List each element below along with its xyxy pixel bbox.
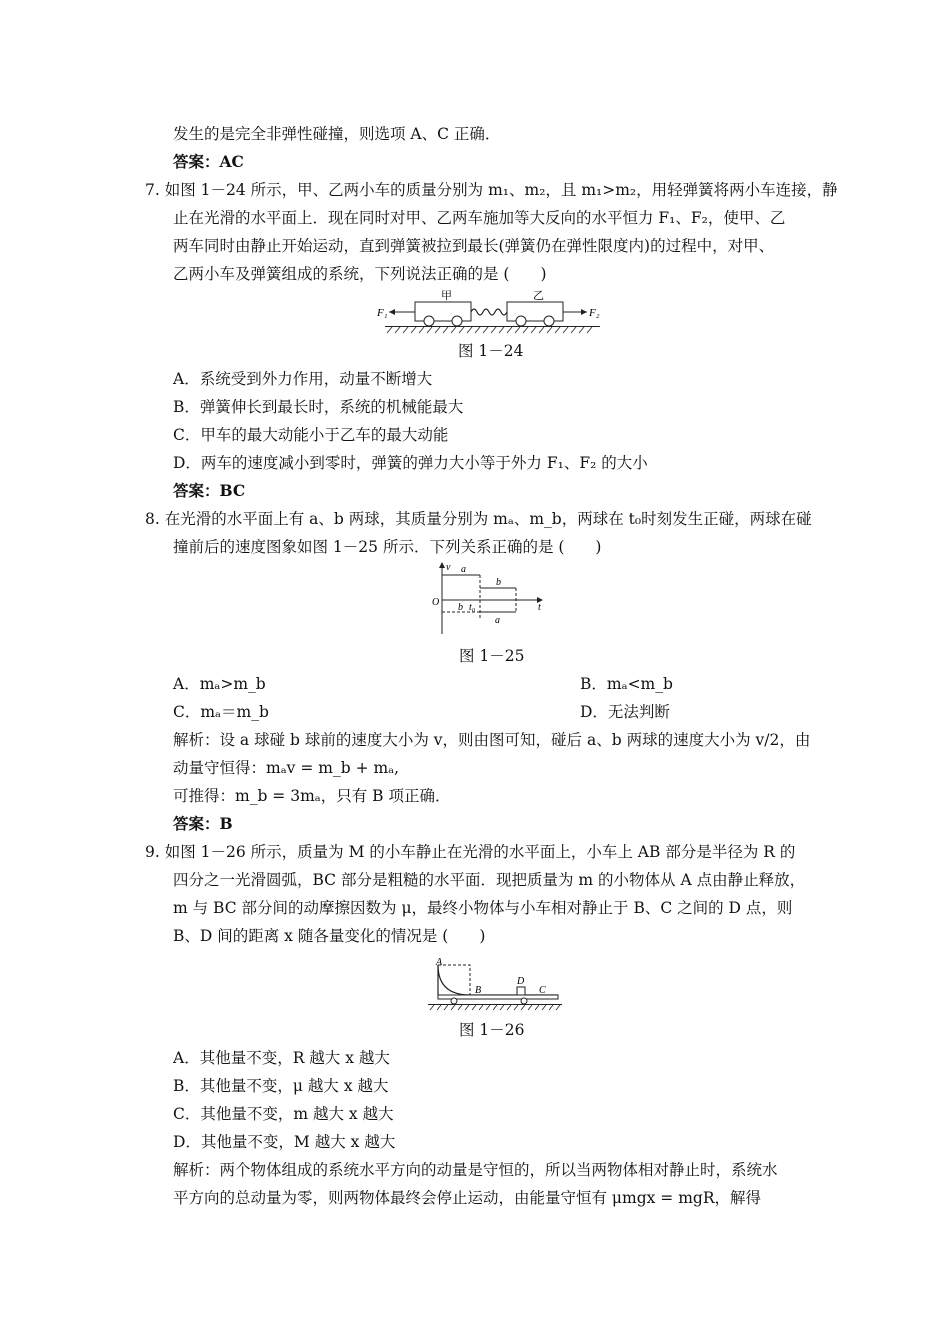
solution-8-line-2: 动量守恒得：mₐv = m_b + mₐ,	[173, 759, 400, 777]
wheel	[452, 316, 462, 326]
wheel	[451, 998, 457, 1004]
solution-8-line-1: 解析：设 a 球碰 b 球前的速度大小为 v，则由图可知，碰后 a、b 两球的速度大小为 v/2，由	[173, 731, 811, 749]
figure-1-24	[375, 288, 605, 336]
answer-8: 答案：B	[173, 814, 233, 833]
figure-1-24-caption: 图 1－24	[458, 342, 524, 360]
small-block	[517, 987, 525, 995]
option-8c: C．mₐ＝m_b	[173, 703, 269, 721]
label-b-top: b	[496, 577, 501, 588]
label-a: A	[436, 957, 443, 968]
label-v: v	[446, 562, 451, 573]
v-axis-arrow	[439, 562, 445, 568]
question-7-line-1: 7. 如图 1－24 所示，甲、乙两小车的质量分别为 m₁、m₂，且 m₁>m₂，用轻弹簧将两小车连接，静	[145, 181, 838, 199]
question-9-line-3: m 与 BC 部分间的动摩擦因数为 μ，最终小物体与小车相对静止于 B、C 之间的 D 点，则	[173, 899, 793, 917]
question-9-line-2: 四分之一光滑圆弧，BC 部分是粗糙的水平面．现把质量为 m 的小物体从 A 点由静止释放，	[173, 871, 806, 889]
question-9-line-1: 9. 如图 1－26 所示，质量为 M 的小车静止在光滑的水平面上，小车上 AB 部分是半径为 R 的	[145, 843, 796, 861]
figure-1-25-caption: 图 1－25	[459, 647, 525, 665]
option-8b: B．mₐ<m_b	[580, 675, 673, 693]
answer-line: 答案：AC	[173, 152, 244, 171]
label-a-top: a	[461, 564, 466, 575]
question-9-line-4: B、D 间的距离 x 随各量变化的情况是 ( )	[173, 927, 486, 945]
text-line: 发生的是完全非弹性碰撞，则选项 A、C 正确．	[173, 125, 501, 143]
option-9b: B．其他量不变，μ 越大 x 越大	[173, 1077, 389, 1095]
figure-1-25	[428, 560, 553, 636]
option-9c: C．其他量不变，m 越大 x 越大	[173, 1105, 394, 1123]
label-b-bottom: b	[458, 602, 463, 613]
label-d: D	[517, 976, 525, 987]
ground-hatch	[430, 1005, 560, 1010]
label-t0: t₀	[469, 602, 476, 613]
solution-9-line-1: 解析：两个物体组成的系统水平方向的动量是守恒的，所以当两物体相对静止时，系统水	[173, 1161, 778, 1179]
option-7c: C．甲车的最大动能小于乙车的最大动能	[173, 426, 449, 444]
figure-1-26	[420, 953, 565, 1011]
arrowhead-f1	[389, 309, 395, 315]
figure-1-26-caption: 图 1－26	[459, 1021, 525, 1039]
question-7-line-4: 乙两小车及弹簧组成的系统，下列说法正确的是 ( )	[173, 265, 547, 283]
answer-7: 答案：BC	[173, 481, 246, 500]
label-f2: F₂	[589, 307, 600, 319]
option-7a: A．系统受到外力作用，动量不断增大	[173, 370, 433, 388]
option-9d: D．其他量不变，M 越大 x 越大	[173, 1133, 396, 1151]
wheel	[424, 316, 434, 326]
cart-jia	[415, 302, 471, 321]
quarter-arc	[438, 965, 470, 995]
solution-8-line-3: 可推得：m_b = 3mₐ，只有 B 项正确．	[173, 787, 451, 805]
question-8-line-1: 8. 在光滑的水平面上有 a、b 两球，其质量分别为 mₐ、m_b，两球在 t₀时刻发生正碰，两球在碰	[145, 510, 812, 528]
cart-yi	[507, 302, 563, 321]
question-7-line-2: 止在光滑的水平面上．现在同时对甲、乙两车施加等大反向的水平恒力 F₁、F₂，使甲、乙	[173, 209, 786, 227]
label-origin: O	[432, 597, 440, 608]
label-jia: 甲	[441, 290, 452, 302]
spring	[471, 309, 507, 315]
label-c: C	[539, 985, 546, 996]
label-a-bottom: a	[495, 615, 500, 626]
label-yi: 乙	[533, 290, 544, 302]
option-8a: A．mₐ>m_b	[173, 675, 266, 693]
label-t: t	[538, 602, 541, 613]
wheel	[521, 998, 527, 1004]
arc-radius-dashed-box	[438, 965, 470, 995]
option-7d: D．两车的速度减小到零时，弹簧的弹力大小等于外力 F₁、F₂ 的大小	[173, 454, 648, 472]
solution-9-line-2: 平方向的总动量为零，则两物体最终会停止运动，由能量守恒有 μmgx = mgR，解得	[173, 1189, 761, 1207]
question-7-line-3: 两车同时由静止开始运动，直到弹簧被拉到最长(弹簧仍在弹性限度内)的过程中，对甲、	[173, 237, 775, 255]
label-f1: F₁	[377, 307, 388, 319]
question-8-line-2: 撞前后的速度图象如图 1－25 所示．下列关系正确的是 ( )	[173, 538, 602, 556]
option-8d: D．无法判断	[580, 703, 670, 721]
option-9a: A．其他量不变，R 越大 x 越大	[173, 1049, 390, 1067]
ground-hatch	[387, 327, 592, 333]
wheel	[544, 316, 554, 326]
option-7b: B．弹簧伸长到最长时，系统的机械能最大	[173, 398, 464, 416]
label-b: B	[475, 985, 482, 996]
wheel	[516, 316, 526, 326]
arrowhead-f2	[581, 309, 587, 315]
